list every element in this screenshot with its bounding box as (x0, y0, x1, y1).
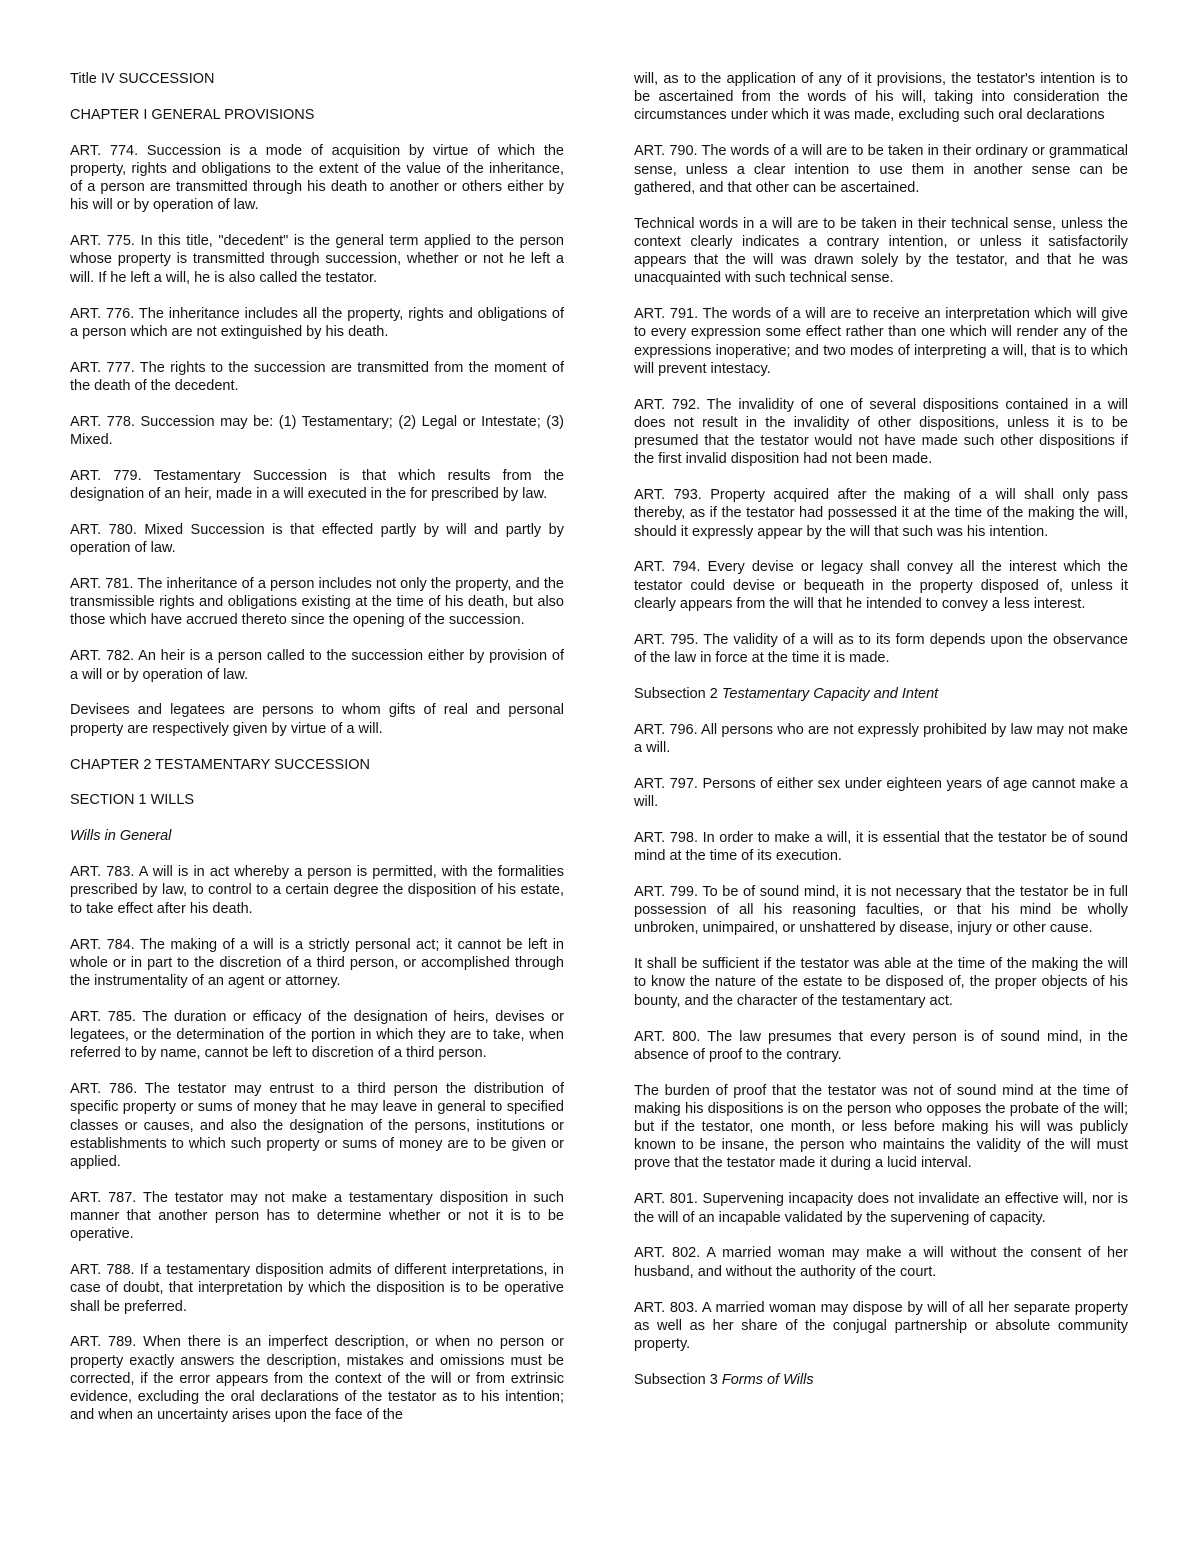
devisees-paragraph: Devisees and legatees are persons to whom gifts of real and personal property are respectively given by virtue of a will. (70, 702, 564, 737)
article-785: ART. 785. The duration or efficacy of the designation of heirs, devises or legatees, or the determination of the portion in which they are to take, when referred to by name, cannot be left to discretion of a third person. (70, 1008, 564, 1062)
subsection-2-label: Subsection 2 (634, 685, 718, 702)
article-781: ART. 781. The inheritance of a person includes not only the property, and the transmissible rights and obligations existing at the time of his death, but also those which have accrued thereto since the opening of the succession. (70, 576, 564, 629)
article-794: ART. 794. Every devise or legacy shall convey all the interest which the testator could devise or bequeath in the property disposed of, unless it clearly appears from the will that he intended to convey a less interest. (634, 559, 1128, 612)
burden-of-proof-paragraph: The burden of proof that the testator was not of sound mind at the time of making his dispositions is on the person who opposes the probate of the will; but if the testator, one month, or less before making his will was publicly known to be insane, the person who maintains the validity of the will must prove that the testator made it during a lucid interval. (634, 1082, 1128, 1172)
article-786: ART. 786. The testator may entrust to a third person the distribution of specific property or sums of money that he may leave in general to specified classes or causes, and also the designation of the persons, institutions or establishments to which such property or sums of money are to be given or applied. (70, 1081, 564, 1170)
article-799: ART. 799. To be of sound mind, it is not necessary that the testator be in full possession of all his reasoning faculties, or that his mind be wholly unbroken, unimpaired, or unshattered by disease, injury or other cause. (634, 883, 1128, 937)
article-789: ART. 789. When there is an imperfect description, or when no person or property exactly answers the description, mistakes and omissions must be corrected, if the error appears from the context of the will or from extrinsic evidence, excluding the oral declarations of the testator as to his intention; and when an uncertainty arises upon the face of the (70, 1334, 564, 1424)
article-784: ART. 784. The making of a will is a strictly personal act; it cannot be left in whole or in part to the discretion of a third person, or accomplished through the instrumentality of an agent or attorney. (70, 936, 564, 989)
article-790: ART. 790. The words of a will are to be taken in their ordinary or grammatical sense, unless a clear intention to use them in another sense can be gathered, and that other can be ascertained. (634, 143, 1128, 196)
chapter-1-heading: CHAPTER I GENERAL PROVISIONS (70, 106, 315, 123)
left-column (70, 70, 564, 1424)
article-775: ART. 775. In this title, "decedent" is the general term applied to the person whose property is transmitted through succession, whether or not he left a will. If he left a will, he is also called the testator. (70, 233, 564, 286)
title-heading: Title IV SUCCESSION (70, 71, 215, 87)
article-787: ART. 787. The testator may not make a testamentary disposition in such manner that another person has to determine whether or not it is to be operative. (70, 1189, 564, 1243)
article-788: ART. 788. If a testamentary disposition admits of different interpretations, in case of doubt, that interpretation by which the disposition is to be operative shall be preferred. (70, 1262, 564, 1315)
chapter-2-heading: CHAPTER 2 TESTAMENTARY SUCCESSION (70, 756, 370, 773)
article-795: ART. 795. The validity of a will as to its form depends upon the observance of the law in force at the time it is made. (634, 631, 1128, 666)
article-789-continued: will, as to the application of any of it provisions, the testator's intention is to be ascertained from the words of his will, taking into consideration the circumstances under which it was made, excluding such oral declarations (634, 71, 1128, 124)
article-800: ART. 800. The law presumes that every person is of sound mind, in the absence of proof to the contrary. (634, 1028, 1128, 1063)
article-801: ART. 801. Supervening incapacity does not invalidate an effective will, nor is the will of an incapable validated by the supervening of capacity. (634, 1191, 1128, 1226)
subsection-2-title: Testamentary Capacity and Intent (721, 685, 939, 702)
sound-mind-sufficiency-paragraph: It shall be sufficient if the testator was able at the time of the making the will to know the nature of the estate to be disposed of, the proper objects of his bounty, and the character of the testamentary act. (634, 956, 1128, 1009)
article-791: ART. 791. The words of a will are to receive an interpretation which will give to every expression some effect rather than one which will render any of the expressions inoperative; and two modes of interpreting a will, that is to which will prevent intestacy. (634, 306, 1128, 377)
right-column (634, 70, 1128, 1389)
section-1-heading: SECTION 1 WILLS (70, 792, 195, 809)
article-779: ART. 779. Testamentary Succession is that which results from the designation of an heir, made in a will executed in the for prescribed by law. (70, 467, 564, 503)
article-780: ART. 780. Mixed Succession is that effected partly by will and partly by operation of law. (70, 521, 564, 557)
subsection-3-label: Subsection 3 (634, 1371, 718, 1388)
article-803: ART. 803. A married woman may dispose by will of all her separate property as well as her share of the conjugal partnership or absolute community property. (634, 1299, 1128, 1352)
article-802: ART. 802. A married woman may make a will without the consent of her husband, and without the authority of the court. (634, 1245, 1128, 1280)
article-798: ART. 798. In order to make a will, it is essential that the testator be of sound mind at the time of its execution. (634, 829, 1128, 865)
wills-in-general-heading: Wills in General (70, 828, 172, 845)
article-783: ART. 783. A will is in act whereby a person is permitted, with the formalities prescribed by law, to control to a certain degree the disposition of his estate, to take effect after his death. (70, 864, 564, 917)
subsection-3-title: Forms of Wills (721, 1371, 814, 1388)
subsection-3-heading (634, 1371, 1128, 1389)
article-797: ART. 797. Persons of either sex under eighteen years of age cannot make a will. (634, 775, 1128, 810)
article-774: ART. 774. Succession is a mode of acquisition by virtue of which the property, rights and obligations to the extent of the value of the inheritance, of a person are transmitted through his death to another or others either by his will or by operation of law. (70, 142, 564, 214)
article-776: ART. 776. The inheritance includes all the property, rights and obligations of a person which are not extinguished by his death. (70, 305, 564, 340)
article-782: ART. 782. An heir is a person called to the succession either by provision of a will or by operation of law. (70, 648, 564, 683)
technical-words-paragraph: Technical words in a will are to be taken in their technical sense, unless the context clearly indicates a contrary intention, or unless it satisfactorily appears that the will was drawn solely by the testator, and that he was unacquainted with such technical sense. (634, 215, 1128, 287)
subsection-2-heading (634, 685, 1128, 703)
article-777: ART. 777. The rights to the succession are transmitted from the moment of the death of the decedent. (70, 359, 564, 394)
article-792: ART. 792. The invalidity of one of several dispositions contained in a will does not result in the invalidity of other dispositions, unless it is to be presumed that the testator would not have made such other dispositions if the first invalid disposition had not been made. (634, 396, 1128, 468)
article-778: ART. 778. Succession may be: (1) Testamentary; (2) Legal or Intestate; (3) Mixed. (70, 413, 564, 448)
article-796: ART. 796. All persons who are not expressly prohibited by law may not make a will. (634, 721, 1128, 756)
article-793: ART. 793. Property acquired after the making of a will shall only pass thereby, as if the testator had possessed it at the time of the making the will, should it expressly appear by the will that such was his intention. (634, 487, 1128, 540)
